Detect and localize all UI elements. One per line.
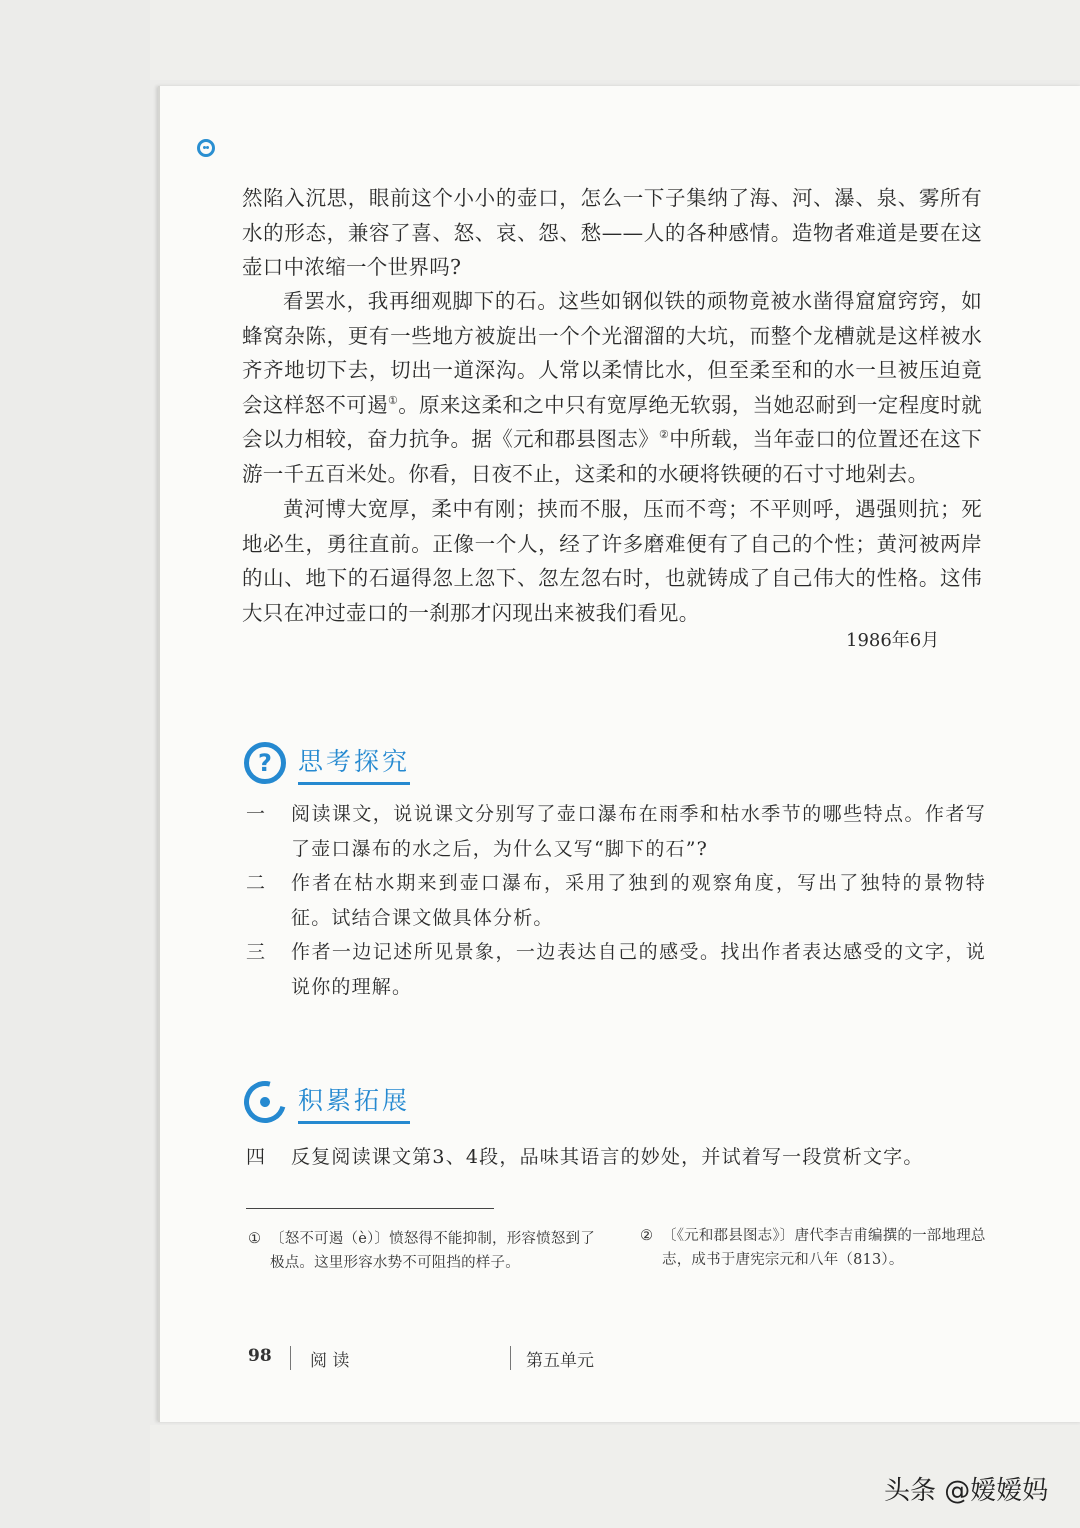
section-title: 思考探究 [298, 742, 410, 785]
footnote-divider [246, 1208, 494, 1209]
footer-section-label: 阅 读 [310, 1351, 350, 1371]
scan-margin-top [150, 0, 1080, 80]
section-header-extension [244, 1077, 410, 1127]
question-text: 作者一边记述所见景象，一边表达自己的感受。找出作者表达感受的文字，说说你的理解。 [291, 941, 986, 998]
body-paragraph-3: 黄河博大宽厚，柔中有刚；挟而不服，压而不弯；不平则呼，遇强则抗；死地必生，勇往直前。正像一个人，经了许多磨难便有了自己的个性；黄河被两岸的山、地下的石逼得忽上忽下、忽左忽右时，也就铸成了自己伟大的性格。这伟大只在冲过壶口的一刹那才闪现出来被我们看见。 [242, 497, 982, 625]
page-number: 98 [248, 1346, 272, 1366]
section-header-thinking [244, 738, 410, 788]
question-item [246, 935, 986, 1005]
question-number: 一 [246, 803, 267, 825]
footnote-mark: ② [640, 1228, 654, 1244]
footer-unit-label: 第五单元 [526, 1351, 594, 1371]
section-title: 积累拓展 [298, 1081, 410, 1124]
question-number: 二 [246, 872, 267, 894]
question-number: 四 [246, 1146, 267, 1168]
body-paragraph-2: 看罢水，我再细观脚下的石。这些如钢似铁的顽物竟被水凿得窟窟窍窍，如蜂窝杂陈，更有一些地方被旋出一个个光溜溜的大坑，而整个龙槽就是这样被水齐齐地切下去，切出一道深沟。人常以柔情比水，但至柔至和的水一旦被压迫竟会这样怒不可遏①。原来这柔和之中只有宽厚绝无软弱，当她忍耐到一定程度时就会以力相较，奋力抗争。据《元和郡县图志》②中所载，当年壶口的位置还在这下游一千五百米处。你看，日夜不止，这柔和的水硬将铁硬的石寸寸地剁去。 [242, 289, 982, 486]
question-text: 反复阅读课文第3、4段，品味其语言的妙处，并试着写一段赏析文字。 [291, 1146, 924, 1168]
footnote-ref-2[interactable]: ② [659, 428, 670, 442]
body-paragraph-1: 然陷入沉思，眼前这个小小的壶口，怎么一下子集纳了海、河、瀑、泉、雾所有水的形态，兼容了喜、怒、哀、怨、愁——人的各种感情。造物者难道是要在这壶口中浓缩一个世界吗? [242, 186, 982, 280]
question-item [246, 866, 986, 936]
smiley-icon [197, 139, 215, 157]
watermark: 头条 @嫒嫒妈 [884, 1476, 1049, 1506]
footnote-text: 〔《元和郡县图志》〕唐代李吉甫编撰的一部地理总志，成书于唐宪宗元和八年（813）。 [662, 1228, 986, 1268]
question-icon: ? [244, 742, 286, 784]
question-text: 作者在枯水期来到壶口瀑布，采用了独到的观察角度，写出了独特的景物特征。试结合课文做具体分析。 [291, 872, 986, 929]
footnote-mark: ① [248, 1231, 262, 1247]
footer-separator [510, 1346, 511, 1370]
question-item [246, 1140, 986, 1175]
question-text: 阅读课文，说说课文分别写了壶口瀑布在雨季和枯水季节的哪些特点。作者写了壶口瀑布的水之后，为什么又写“脚下的石”? [291, 803, 986, 860]
footer-separator [290, 1346, 291, 1370]
refresh-arrow-icon [236, 1073, 293, 1130]
footnote-1 [248, 1227, 608, 1275]
question-number: 三 [246, 941, 267, 963]
article-date: 1986年6月 [846, 630, 940, 651]
footnote-text: 〔怒不可遏（è）〕愤怒得不能抑制，形容愤怒到了极点。这里形容水势不可阻挡的样子。 [270, 1231, 595, 1271]
question-item [246, 797, 986, 867]
footnote-2 [640, 1224, 992, 1272]
footnote-ref-1[interactable]: ① [387, 393, 399, 407]
